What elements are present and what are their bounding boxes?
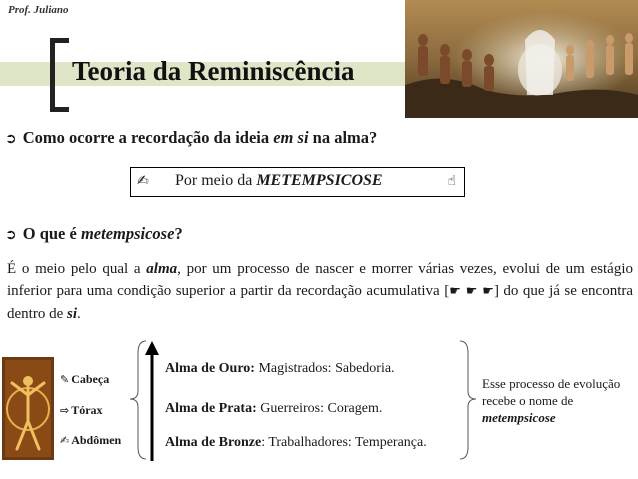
definition-paragraph: É o meio pelo qual a alma, por um processo de nascer e morrer várias vezes, evolui de um estágio inferior para uma condição superior a partir da recordação acumulativa [☛ ☛ ☛] do que já se encontra dentro de si. (7, 261, 634, 322)
pointing-hand-icon: ☝ (447, 173, 456, 189)
slide-title: Teoria da Reminiscência (72, 56, 355, 86)
left-brace (130, 341, 146, 459)
question-2: ➲ O que é metempsicose? (5, 224, 183, 243)
writing-hand-icon: ✍ (137, 173, 149, 189)
soul-bronze: Alma de Bronze: Trabalhadores: Temperança. (165, 435, 427, 450)
right-brace (460, 341, 476, 459)
soul-gold: Alma de Ouro: Magistrados: Sabedoria. (165, 361, 395, 376)
vitruvian-figure-image (2, 357, 54, 460)
answer-text: Por meio da METEMPSICOSE (175, 172, 383, 189)
question-1: ➲ Como ocorre a recordação da ideia em si na alma? (5, 128, 378, 147)
evolution-note: Esse processo de evolução recebe o nome de metempsicose (482, 376, 621, 425)
pencil-icon: ✎ (60, 373, 70, 386)
body-part-abdomen: ✍ Abdômen (60, 433, 122, 447)
author-label: Prof. Juliano (8, 4, 69, 16)
arrow-right-icon: ⇨ (60, 404, 70, 417)
pointing-hand-icons: ☛ ☛ ☛ (449, 284, 494, 299)
evolution-painting-image (405, 0, 638, 118)
up-arrow-icon (145, 341, 159, 461)
soul-silver: Alma de Prata: Guerreiros: Coragem. (165, 401, 383, 416)
body-part-head: ✎ Cabeça (60, 372, 110, 386)
answer-box (130, 167, 465, 197)
right-arrow-icon: ➲ (5, 227, 17, 243)
writing-hand-icon: ✍ (60, 434, 70, 447)
right-arrow-icon: ➲ (5, 131, 17, 147)
body-part-torax: ⇨ Tórax (60, 403, 103, 417)
title-bracket (50, 38, 69, 112)
